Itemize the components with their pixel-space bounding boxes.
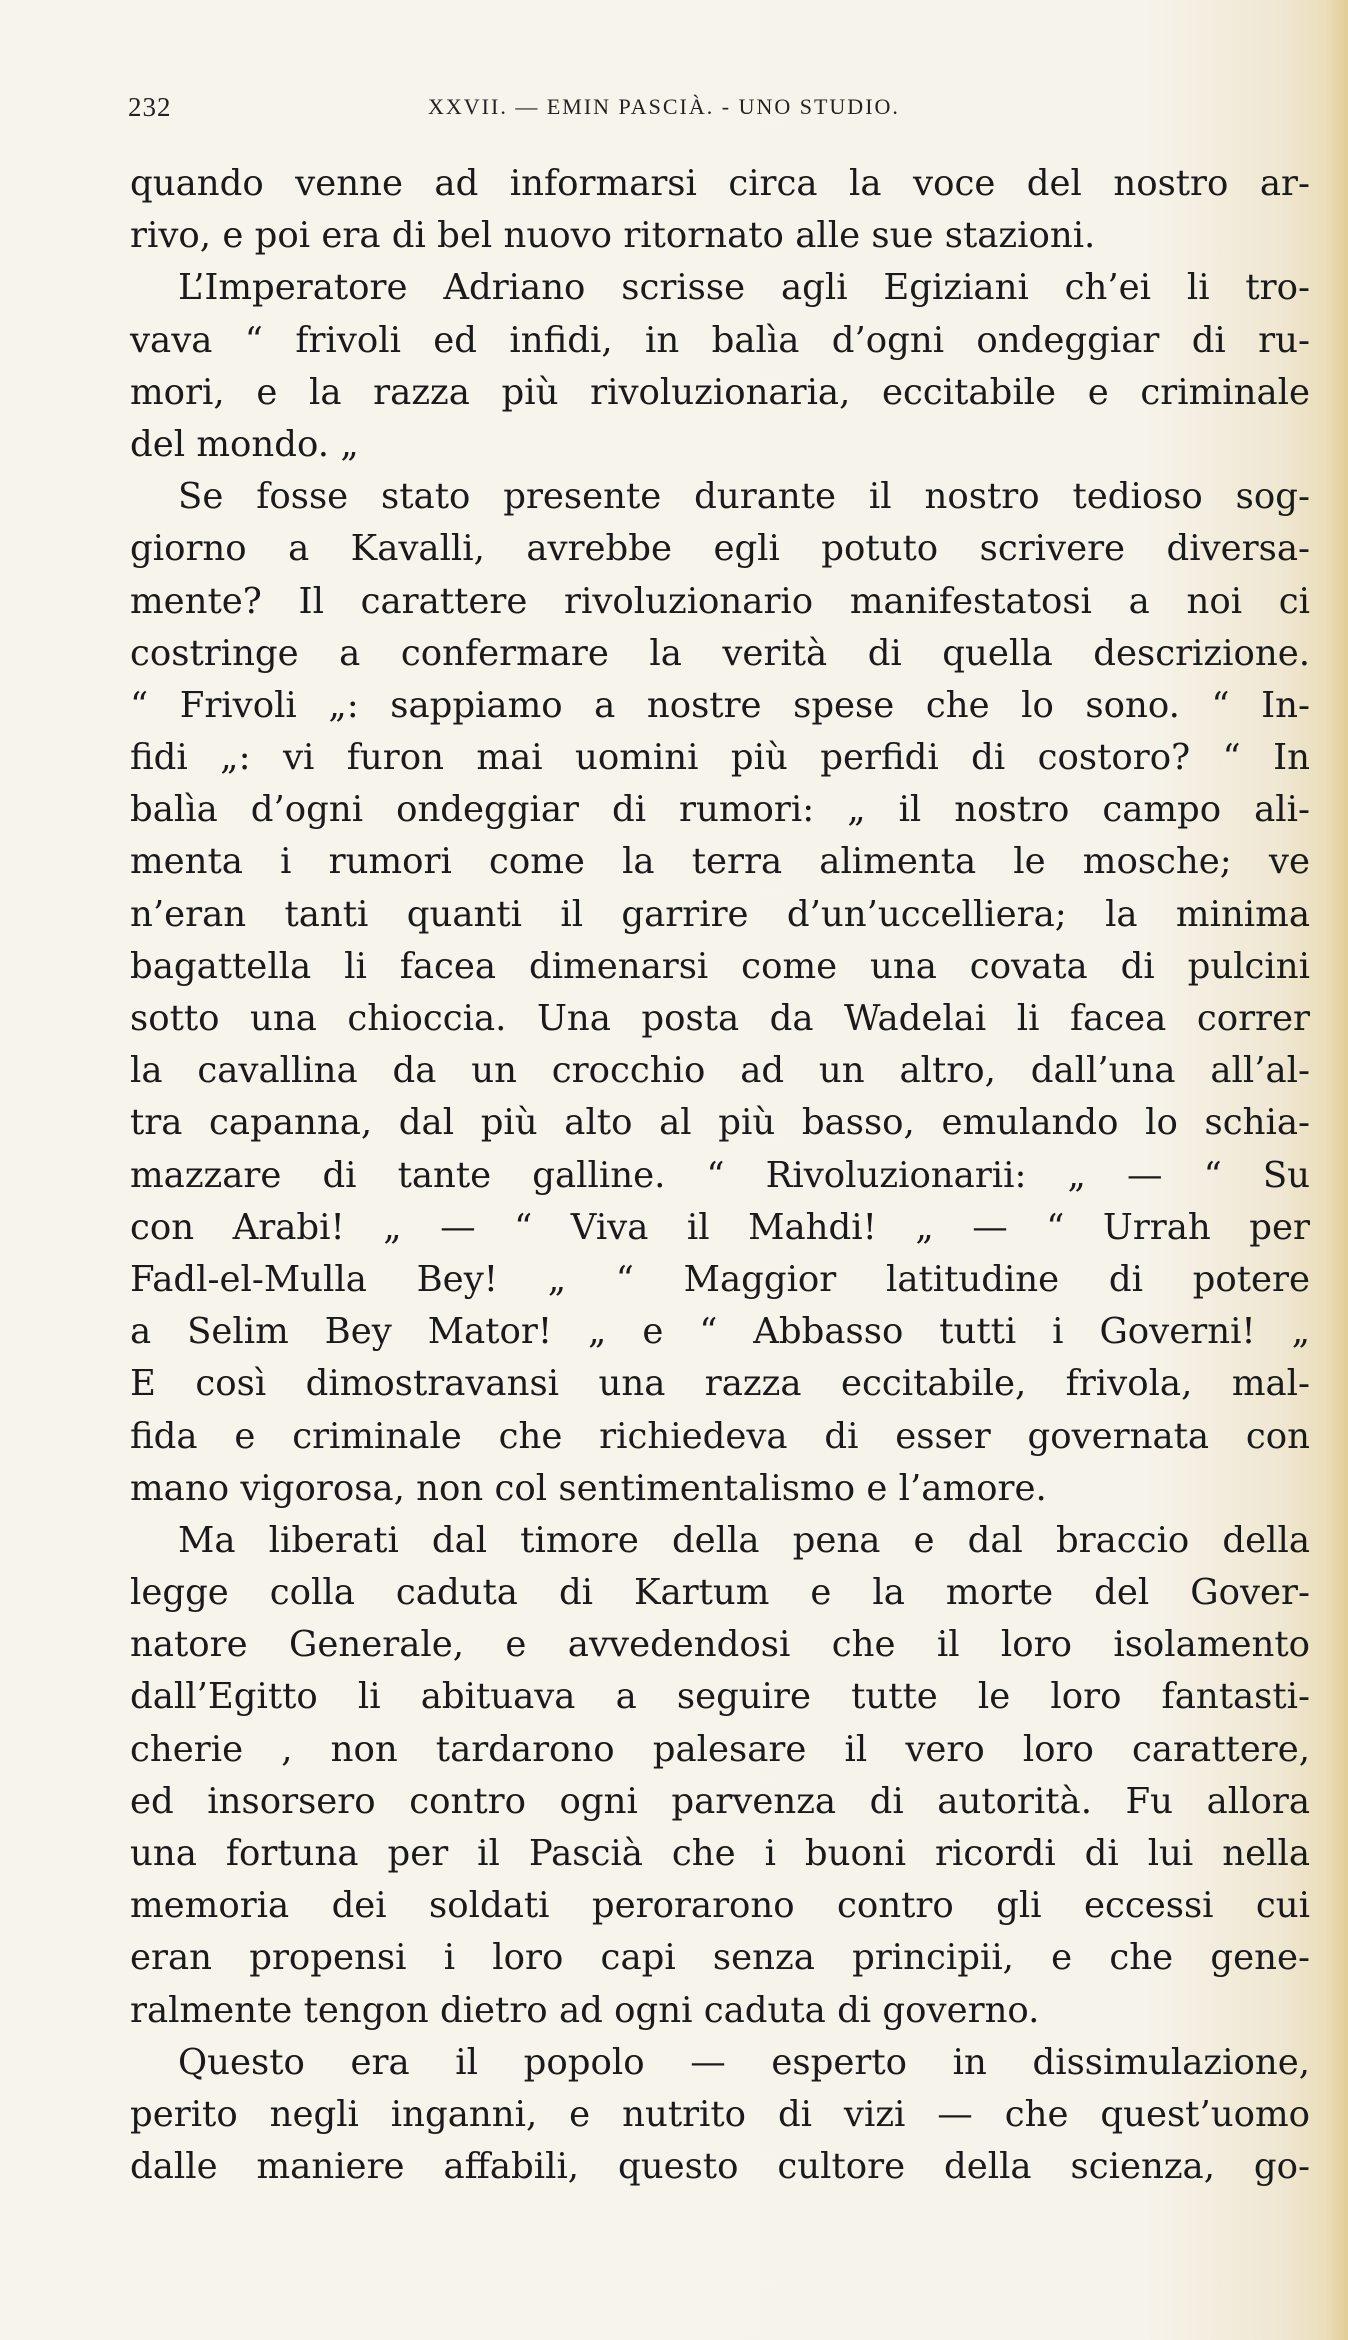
running-head: XXVII. — EMIN PASCIÀ. - UNO STUDIO. [428,94,900,119]
text-line: n’eran tanti quanti il garrire d’un’uccelliera; la minima [130,893,1310,935]
text-line: mano vigorosa, non col sentimentalismo e l’amore. [130,1467,1047,1509]
text-line: Fadl-el-Mulla Bey! „ “ Maggior latitudine di potere [130,1258,1310,1300]
page-edge-shadow [1326,0,1348,2340]
text-line: dalle maniere affabili, questo cultore della scienza, go- [130,2146,1310,2188]
text-line: mente? Il carattere rivoluzionario manifestatosi a noi ci [130,580,1310,622]
text-line: del mondo. „ [130,423,359,465]
text-line: rivo, e poi era di bel nuovo ritornato alle sue stazioni. [130,215,1096,257]
text-line: eran propensi i loro capi senza principii, e che gene- [130,1937,1310,1979]
text-line: legge colla caduta di Kartum e la morte del Gover- [130,1572,1310,1614]
text-line: L’Imperatore Adriano scrisse agli Egiziani ch’ei li tro- [178,267,1310,309]
text-line: Se fosse stato presente durante il nostro tedioso sog- [178,476,1310,518]
text-line: mori, e la razza più rivoluzionaria, eccitabile e criminale [130,371,1310,413]
text-line: fidi „: vi furon mai uomini più perfidi di costoro? “ In [130,737,1310,779]
text-line: balìa d’ogni ondeggiar di rumori: „ il nostro campo ali- [130,789,1310,831]
text-line: una fortuna per il Pascià che i buoni ricordi di lui nella [130,1833,1310,1874]
text-line: costringe a confermare la verità di quella descrizione. [130,632,1310,674]
text-line: natore Generale, e avvedendosi che il loro isolamento [130,1624,1310,1666]
text-line: fida e criminale che richiedeva di esser governata con [130,1415,1310,1457]
page-header [128,92,1288,132]
page-number: 232 [128,92,172,122]
text-line: “ Frivoli „: sappiamo a nostre spese che lo sono. “ In- [130,684,1310,726]
body-text [130,158,1310,2193]
text-line: la cavallina da un crocchio ad un altro, dall’una all’al- [130,1050,1310,1092]
text-line: menta i rumori come la terra alimenta le mosche; ve [130,841,1310,883]
text-line: E così dimostravansi una razza eccitabile, frivola, mal- [130,1363,1310,1405]
text-line: giorno a Kavalli, avrebbe egli potuto scrivere diversa- [130,528,1310,570]
text-line: tra capanna, dal più alto al più basso, emulando lo schia- [130,1102,1310,1144]
text-line: ed insorsero contro ogni parvenza di autorità. Fu allora [130,1780,1310,1822]
text-line: vava “ frivoli ed infidi, in balìa d’ogni ondeggiar di ru- [130,319,1310,361]
text-line: bagattella li facea dimenarsi come una covata di pulcini [130,945,1310,987]
text-line: Questo era il popolo — esperto in dissimulazione, [178,2041,1310,2083]
text-line: memoria dei soldati perorarono contro gli eccessi cui [130,1885,1310,1927]
text-line: Ma liberati dal timore della pena e dal braccio della [178,1519,1310,1561]
text-line: dall’Egitto li abituava a seguire tutte le loro fantasti- [130,1676,1310,1718]
text-line: sotto una chioccia. Una posta da Wadelai li facea correr [130,998,1310,1039]
text-line: ralmente tengon dietro ad ogni caduta di governo. [130,1989,1040,2031]
text-line: a Selim Bey Mator! „ e “ Abbasso tutti i Governi! „ [130,1311,1310,1353]
text-line: con Arabi! „ — “ Viva il Mahdi! „ — “ Urrah per [130,1206,1310,1248]
text-line: cherie , non tardarono palesare il vero loro carattere, [130,1728,1310,1770]
text-line: mazzare di tante galline. “ Rivoluzionarii: „ — “ Su [130,1154,1310,1196]
text-line: quando venne ad informarsi circa la voce del nostro ar- [130,163,1310,204]
text-line: perito negli inganni, e nutrito di vizi — che quest’uomo [130,2093,1310,2135]
